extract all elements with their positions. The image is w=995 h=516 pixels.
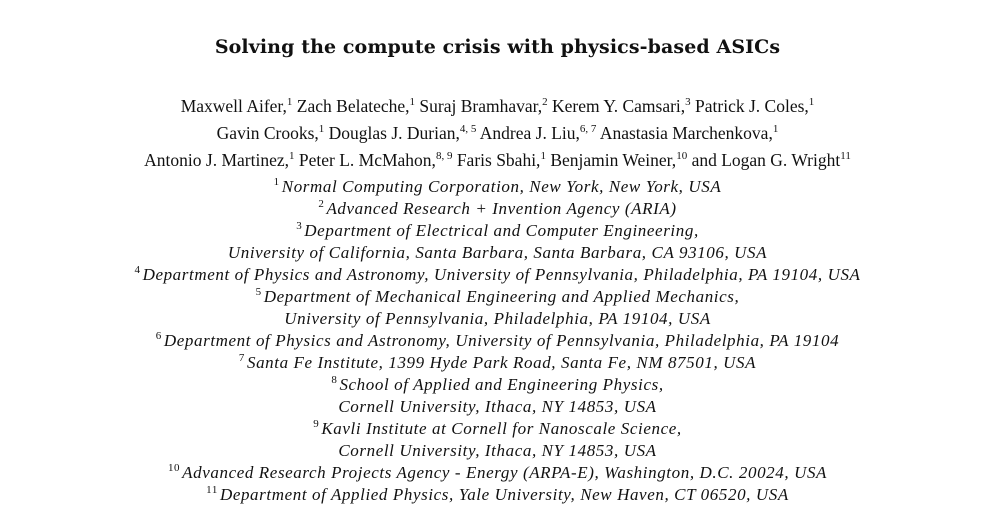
author xyxy=(457,150,546,170)
affiliation-text: Normal Computing Corporation, New York, New York, USA xyxy=(281,177,722,196)
affiliation-number: 3 xyxy=(296,220,303,232)
author xyxy=(600,123,779,143)
affiliation xyxy=(0,198,995,220)
author-name: Douglas J. Durian, xyxy=(328,123,460,143)
author xyxy=(181,96,293,116)
affiliation-text: Advanced Research + Invention Agency (ARIA) xyxy=(326,199,677,218)
author-name: Peter L. McMahon, xyxy=(298,150,436,170)
author-name: Patrick J. Coles, xyxy=(695,96,809,116)
affiliation-number: 4 xyxy=(134,264,141,276)
author xyxy=(419,96,547,116)
author-affiliation-mark: 2 xyxy=(542,96,548,108)
author-affiliation-mark: 1 xyxy=(289,150,295,162)
affiliation-number: 1 xyxy=(273,176,280,188)
affiliation xyxy=(0,484,995,506)
author xyxy=(217,123,325,143)
author-name: Maxwell Aifer, xyxy=(180,96,287,116)
affiliation-text: Kavli Institute at Cornell for Nanoscale Science, xyxy=(321,419,682,438)
author xyxy=(329,123,477,143)
affiliation-text: Department of Applied Physics, Yale University, New Haven, CT 06520, USA xyxy=(219,485,789,504)
author xyxy=(480,123,597,143)
affiliation-text: Cornell University, Ithaca, NY 14853, USA xyxy=(338,397,657,416)
author-name: Kerem Y. Camsari, xyxy=(552,96,686,116)
author-name: Andrea J. Liu, xyxy=(479,123,580,143)
affiliation-continued xyxy=(0,242,995,264)
affiliation-text: Advanced Research Projects Agency - Energy (ARPA-E), Washington, D.C. 20024, USA xyxy=(182,463,828,482)
author-affiliation-mark: 3 xyxy=(685,96,691,108)
author-affiliation-mark: 11 xyxy=(840,150,851,162)
affiliation xyxy=(0,220,995,242)
author-name: Antonio J. Martinez, xyxy=(144,150,289,170)
affiliation-text: School of Applied and Engineering Physics, xyxy=(339,375,664,394)
affiliation-text: Department of Mechanical Engineering and Applied Mechanics, xyxy=(263,287,740,306)
author xyxy=(299,150,453,170)
author xyxy=(695,96,814,116)
affiliation xyxy=(0,176,995,198)
author-affiliation-mark: 1 xyxy=(540,150,546,162)
affiliation-number: 9 xyxy=(313,418,320,430)
author-name: Suraj Bramhavar, xyxy=(419,96,543,116)
author xyxy=(144,150,294,170)
affiliation-number: 5 xyxy=(255,286,262,298)
author-name: Gavin Crooks, xyxy=(216,123,319,143)
affiliation xyxy=(0,352,995,374)
author-line xyxy=(0,93,995,120)
author-affiliation-mark: 8, 9 xyxy=(435,150,453,162)
author-list xyxy=(0,93,995,174)
affiliation-text: Cornell University, Ithaca, NY 14853, USA xyxy=(338,441,657,460)
author-name: and Logan G. Wright xyxy=(691,150,841,170)
affiliation-number: 10 xyxy=(167,462,181,474)
author-affiliation-mark: 6, 7 xyxy=(579,123,597,135)
affiliation-continued xyxy=(0,308,995,330)
affiliation-text: Department of Physics and Astronomy, University of Pennsylvania, Philadelphia, PA 19104 xyxy=(163,331,840,350)
author xyxy=(552,96,691,116)
affiliation-continued xyxy=(0,396,995,418)
author-affiliation-mark: 1 xyxy=(318,123,325,135)
affiliation xyxy=(0,286,995,308)
affiliation-number: 6 xyxy=(155,330,162,342)
affiliation xyxy=(0,374,995,396)
affiliation-text: Department of Physics and Astronomy, University of Pennsylvania, Philadelphia, PA 19104, USA xyxy=(142,265,861,284)
author-name: Faris Sbahi, xyxy=(456,150,541,170)
affiliation-text: Department of Electrical and Computer Engineering, xyxy=(304,221,699,240)
author-affiliation-mark: 1 xyxy=(808,96,815,108)
affiliation-continued xyxy=(0,440,995,462)
affiliation-number: 2 xyxy=(318,198,325,210)
author-name: Zach Belateche, xyxy=(296,96,410,116)
author xyxy=(692,150,851,170)
author-name: Anastasia Marchenkova, xyxy=(599,123,773,143)
affiliation-number: 7 xyxy=(238,352,245,364)
author-affiliation-mark: 10 xyxy=(676,150,688,162)
paper-title: Solving the compute crisis with physics-based ASICs xyxy=(214,36,781,58)
affiliation-text: University of Pennsylvania, Philadelphia, PA 19104, USA xyxy=(284,309,711,328)
author-line xyxy=(0,147,995,174)
author-affiliation-mark: 1 xyxy=(286,96,293,108)
author-affiliation-mark: 1 xyxy=(772,123,779,135)
affiliation-text: University of California, Santa Barbara, Santa Barbara, CA 93106, USA xyxy=(227,243,768,262)
author-name: Benjamin Weiner, xyxy=(550,150,677,170)
affiliation-text: Santa Fe Institute, 1399 Hyde Park Road, Santa Fe, NM 87501, USA xyxy=(246,353,757,372)
affiliation-number: 11 xyxy=(206,484,218,496)
author xyxy=(550,150,687,170)
affiliation xyxy=(0,462,995,484)
author-affiliation-mark: 4, 5 xyxy=(459,123,477,135)
affiliation-list xyxy=(0,176,995,506)
author-affiliation-mark: 1 xyxy=(409,96,416,108)
affiliation xyxy=(0,418,995,440)
author-line xyxy=(0,120,995,147)
author xyxy=(297,96,415,116)
affiliation xyxy=(0,264,995,286)
affiliation xyxy=(0,330,995,352)
affiliation-number: 8 xyxy=(331,374,338,386)
